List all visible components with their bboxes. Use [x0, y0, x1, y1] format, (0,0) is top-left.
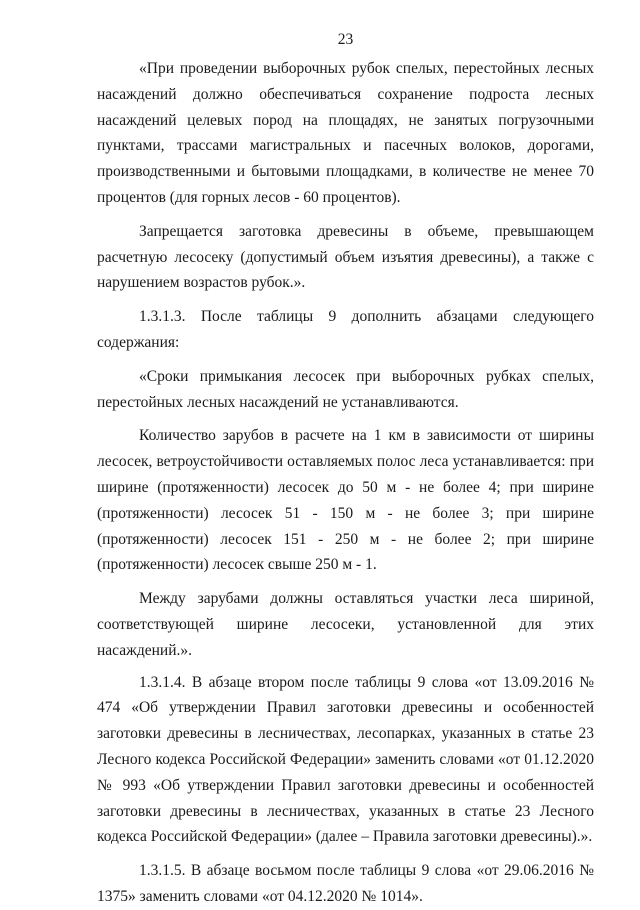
paragraph-forest-strips-between-cuts: Между зарубами должны оставляться участки леса шириной, соответствующей ширине лесосеки, установленной для этих насаждений.». — [97, 590, 594, 659]
paragraph-cuts-per-km: Количество зарубов в расчете на 1 км в зависимости от ширины лесосек, ветроустойчивости оставляемых полос леса устанавливается: при ширине (протяженности) лесосек до 50 м - не более 4; при ширине (протяженности) лесосек 51 - 150 м - не более 3; при ширине (протяженности) лесосек 151 - 250 м - не более 2; при ширине (протяженности) лесосек свыше 250 м - 1. — [97, 427, 594, 574]
paragraph-selective-felling-undergrowth: «При проведении выборочных рубок спелых, перестойных лесных насаждений должно обеспечиваться сохранение подроста лесных насаждений целевых пород на площадях, не занятых погрузочными пунктами, трассами магистральных и пасечных волоков, дорогами, производственными и бытовыми площадками, в количестве не менее 70 процентов (для горных лесов - 60 процентов). — [97, 60, 594, 206]
paragraph-item-1-3-1-4: 1.3.1.4. В абзаце втором после таблицы 9 слова «от 13.09.2016 № 474 «Об утверждении Правил заготовки древесины и особенностей заготовки древесины в лесничествах, лесопарках, указанных в статье 23 Лесного кодекса Российской Федерации» заменить словами «от 01.12.2020 № 993 «Об утверждении Правил заготовки древесины и особенностей заготовки древесины в лесничествах, указанных в статье 23 Лесного кодекса Российской Федерации» (далее – Правила заготовки древесины).». — [97, 673, 594, 846]
paragraph-adjacency-periods: «Сроки примыкания лесосек при выборочных рубках спелых, перестойных лесных насаждений не устанавливаются. — [97, 367, 594, 411]
paragraph-item-1-3-1-5: 1.3.1.5. В абзаце восьмом после таблицы 9 слова «от 29.06.2016 № 1375» заменить словами «от 04.12.2020 № 1014». — [97, 862, 594, 905]
paragraph-item-1-3-1-3: 1.3.1.3. После таблицы 9 дополнить абзацами следующего содержания: — [97, 308, 594, 351]
paragraph-timber-volume-prohibition: Запрещается заготовка древесины в объеме, превышающем расчетную лесосеку (допустимый объем изъятия древесины), а также с нарушением возрастов рубок.». — [97, 222, 594, 292]
document-page — [97, 30, 594, 910]
page-number: 23 — [337, 31, 354, 48]
